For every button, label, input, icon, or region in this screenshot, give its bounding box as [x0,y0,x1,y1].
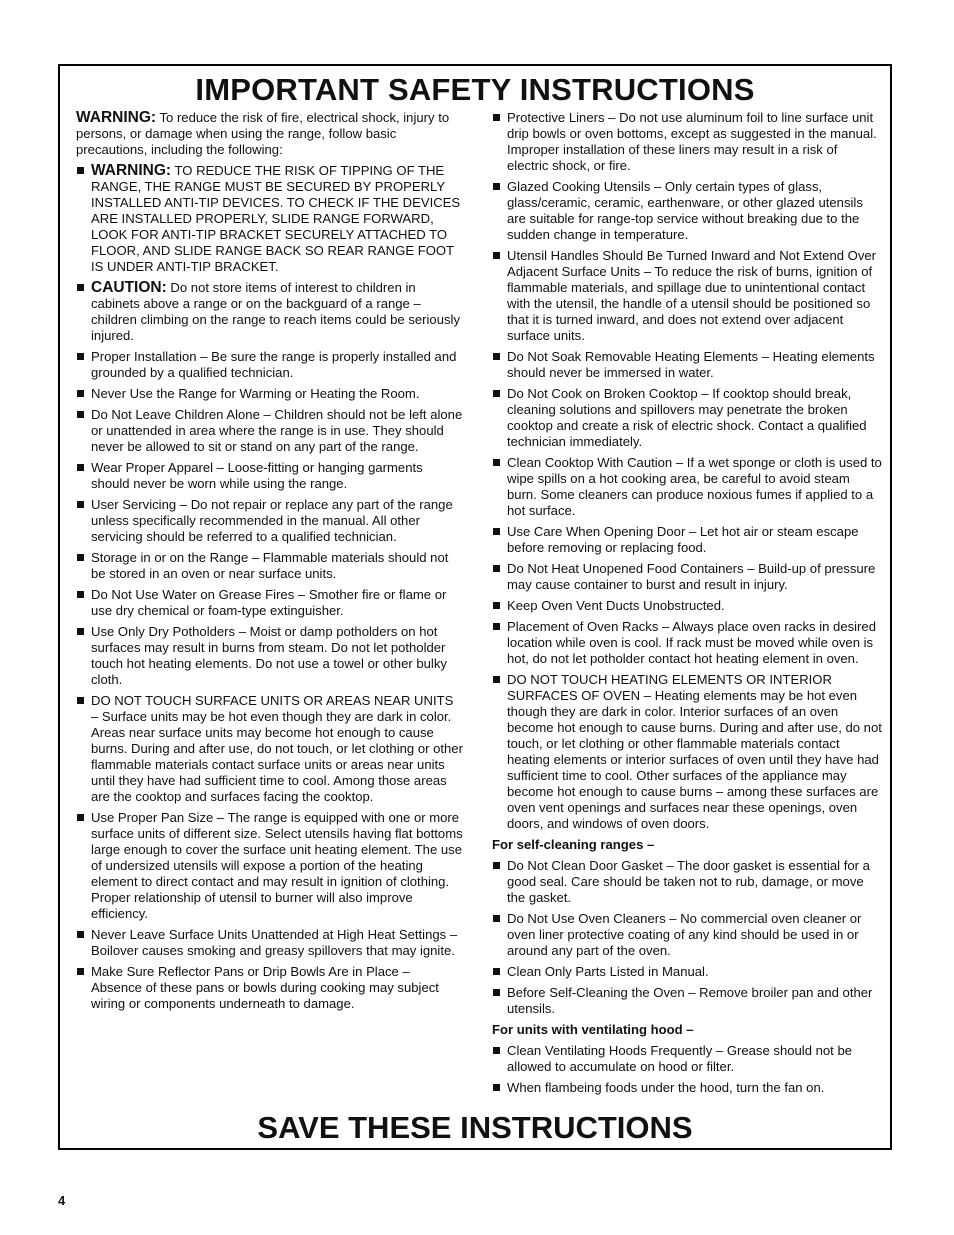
list-item [492,386,882,450]
square-bullet-icon [77,554,84,561]
intro-warning [76,110,463,158]
list-item [492,619,882,667]
list-item [76,587,463,619]
square-bullet-icon [77,167,84,174]
list-item [492,1080,882,1096]
square-bullet-icon [493,989,500,996]
square-bullet-icon [493,676,500,683]
list-item [76,550,463,582]
item-text: Clean Only Parts Listed in Manual. [507,964,709,979]
item-lead: WARNING: [91,162,172,179]
item-text: Proper Installation – Be sure the range is properly installed and grounded by a qualified technician. [91,349,457,380]
square-bullet-icon [77,464,84,471]
square-bullet-icon [493,252,500,259]
square-bullet-icon [77,390,84,397]
list-item [492,248,882,344]
safety-instructions-frame [58,64,892,1150]
list-item [76,693,463,805]
square-bullet-icon [77,284,84,291]
square-bullet-icon [77,353,84,360]
self-cleaning-heading: For self-cleaning ranges – [492,837,655,852]
item-text: Do Not Leave Children Alone – Children should not be left alone or unattended in area where the range is in use. They should never be allowed to sit or stand on any part of the range. [91,407,463,454]
item-text: Utensil Handles Should Be Turned Inward and Not Extend Over Adjacent Surface Units – To reduce the risk of burns, ignition of flammable materials, and spillage due to unintentional contact with the utensil, the handle of a utensil should be positioned so that it is turned inward, and does not extend over adjacent surface units. [507,248,877,343]
square-bullet-icon [77,814,84,821]
square-bullet-icon [493,968,500,975]
list-item [492,672,882,832]
item-text: Protective Liners – Do not use aluminum foil to line surface unit drip bowls or oven bottoms, except as suggested in the manual. Improper installation of these liners may result in a risk of electric shock, or fire. [507,110,877,173]
list-item [76,964,463,1012]
save-instructions-footer: SAVE THESE INSTRUCTIONS [257,1110,693,1145]
list-item [492,455,882,519]
item-text: Before Self-Cleaning the Oven – Remove broiler pan and other utensils. [507,985,873,1016]
list-item [492,985,882,1017]
right-column [492,110,882,1101]
item-text: Use Only Dry Potholders – Moist or damp potholders on hot surfaces may result in burns from steam. Do not let potholder touch hot heating elements. Do not use a towel or other bulky cloth. [91,624,447,687]
item-text: Do not store items of interest to children in cabinets above a range or on the backguard of a range – children climbing on the range to reach items could be seriously injured. [91,280,461,343]
list-item [76,407,463,455]
item-text: Never Use the Range for Warming or Heating the Room. [91,386,420,401]
list-item [76,497,463,545]
item-text: Storage in or on the Range – Flammable materials should not be stored in an oven or near surface units. [91,550,449,581]
square-bullet-icon [77,968,84,975]
list-item [492,561,882,593]
square-bullet-icon [77,697,84,704]
list-item [76,624,463,688]
page-title: IMPORTANT SAFETY INSTRUCTIONS [195,72,755,107]
item-text: Do Not Heat Unopened Food Containers – Build-up of pressure may cause container to burst and result in injury. [507,561,876,592]
square-bullet-icon [493,565,500,572]
list-item [76,810,463,922]
intro-warning-label: WARNING: [76,109,157,126]
left-column [76,110,463,1017]
square-bullet-icon [493,390,500,397]
list-item [76,386,463,402]
list-item [76,927,463,959]
square-bullet-icon [493,602,500,609]
item-text: TO REDUCE THE RISK OF TIPPING OF THE RANGE, THE RANGE MUST BE SECURED BY PROPERLY INSTALLED ANTI-TIP DEVICES. TO CHECK IF THE DEVICES ARE INSTALLED PROPERLY, SLIDE RANGE FORWARD, LOOK FOR ANTI-TIP BRACKET SECURELY ATTACHED TO FLOOR, AND SLIDE RANGE BACK SO REAR RANGE FOOT IS UNDER ANTI-TIP BRACKET. [91,163,461,274]
list-item [492,964,882,980]
square-bullet-icon [493,528,500,535]
item-lead: CAUTION: [91,279,167,296]
item-text: Clean Ventilating Hoods Frequently – Grease should not be allowed to accumulate on hood or filter. [507,1043,853,1074]
item-text: Use Proper Pan Size – The range is equipped with one or more surface units of different size. Select utensils having flat bottoms large enough to cover the surface unit heating element. The use of undersized utensils will expose a portion of the heating element to direct contact and may result in ignition of clothing. Proper relationship of utensil to burner will also improve efficiency. [91,810,463,921]
square-bullet-icon [77,501,84,508]
square-bullet-icon [493,183,500,190]
list-item [492,349,882,381]
item-text: Do Not Clean Door Gasket – The door gasket is essential for a good seal. Care should be taken not to rub, damage, or move the gasket. [507,858,870,905]
list-item [492,179,882,243]
square-bullet-icon [493,1084,500,1091]
intro-warning-text: To reduce the risk of fire, electrical shock, injury to persons, or damage when using the range, follow basic precautions, including the following: [76,110,450,157]
square-bullet-icon [77,411,84,418]
item-text: DO NOT TOUCH SURFACE UNITS OR AREAS NEAR UNITS – Surface units may be hot even though they are dark in color. Areas near surface units may become hot enough to cause burns. During and after use, do not touch, or let clothing or other flammable materials contact surface units or areas near units until they have had sufficient time to cool. Among those areas are the cooktop and surfaces facing the cooktop. [91,693,463,804]
item-text: Do Not Use Oven Cleaners – No commercial oven cleaner or oven liner protective coating of any kind should be used in or around any part of the oven. [507,911,862,958]
list-item [76,460,463,492]
item-text: Placement of Oven Racks – Always place oven racks in desired location while oven is cool. If rack must be moved while oven is hot, do not let potholder contact hot heating element in oven. [507,619,876,666]
square-bullet-icon [77,931,84,938]
list-item [492,110,882,174]
item-text: Make Sure Reflector Pans or Drip Bowls Are in Place – Absence of these pans or bowls during cooking may subject wiring or components underneath to damage. [91,964,439,1011]
item-text: Do Not Use Water on Grease Fires – Smother fire or flame or use dry chemical or foam-type extinguisher. [91,587,447,618]
ventilating-hood-heading: For units with ventilating hood – [492,1022,694,1037]
item-text: User Servicing – Do not repair or replace any part of the range unless specifically recommended in the manual. All other servicing should be referred to a qualified technician. [91,497,453,544]
list-item [76,163,463,275]
square-bullet-icon [493,915,500,922]
list-item [76,280,463,344]
item-text: Glazed Cooking Utensils – Only certain types of glass, glass/ceramic, ceramic, earthenware, or other glazed utensils are suitable for range-top service without breaking due to the sudden change in temperature. [507,179,863,242]
square-bullet-icon [493,623,500,630]
item-text: Clean Cooktop With Caution – If a wet sponge or cloth is used to wipe spills on a hot cooking area, be careful to avoid steam burn. Some cleaners can produce noxious fumes if applied to a hot surface. [507,455,882,518]
list-item [76,349,463,381]
page-number: 4 [58,1193,66,1208]
item-text: Keep Oven Vent Ducts Unobstructed. [507,598,725,613]
square-bullet-icon [493,353,500,360]
item-text: Do Not Cook on Broken Cooktop – If cooktop should break, cleaning solutions and spillovers may penetrate the broken cooktop and create a risk of electric shock. Contact a qualified technician immediately. [507,386,867,449]
item-text: DO NOT TOUCH HEATING ELEMENTS OR INTERIOR SURFACES OF OVEN – Heating elements may be hot even though they are dark in color. Interior surfaces of an oven become hot enough to cause burns. During and after use, do not touch, or let clothing or other flammable materials contact heating elements or interior surfaces of oven until they have had sufficient time to cool. Other surfaces of the appliance may become hot enough to cause burns – among these surfaces are oven vent openings and surfaces near these openings, oven doors, and windows of oven doors. [507,672,882,831]
square-bullet-icon [493,862,500,869]
square-bullet-icon [77,591,84,598]
item-text: Do Not Soak Removable Heating Elements – Heating elements should never be immersed in water. [507,349,875,380]
square-bullet-icon [77,628,84,635]
item-text: Use Care When Opening Door – Let hot air or steam escape before removing or replacing food. [507,524,859,555]
item-text: When flambeing foods under the hood, turn the fan on. [507,1080,825,1095]
list-item [492,858,882,906]
square-bullet-icon [493,459,500,466]
list-item [492,598,882,614]
item-text: Wear Proper Apparel – Loose-fitting or hanging garments should never be worn while using the range. [91,460,423,491]
list-item [492,524,882,556]
item-text: Never Leave Surface Units Unattended at High Heat Settings – Boilover causes smoking and greasy spillovers that may ignite. [91,927,458,958]
square-bullet-icon [493,1047,500,1054]
list-item [492,911,882,959]
list-item [492,1043,882,1075]
square-bullet-icon [493,114,500,121]
